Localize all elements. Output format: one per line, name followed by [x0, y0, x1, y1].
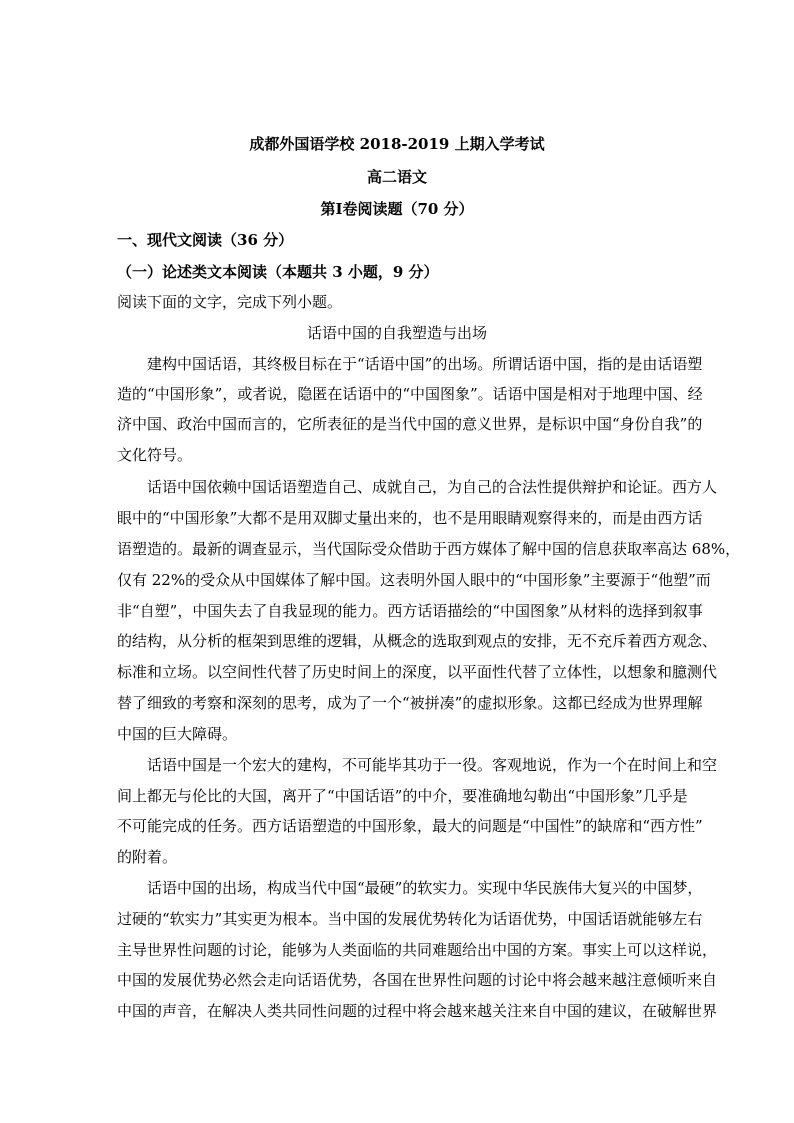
article-line: 语塑造的。最新的调查显示，当代国际受众借助于西方媒体了解中国的信息获取率高达 68%， [117, 540, 741, 558]
article-line: 话语中国依赖中国话语塑造自己、成就自己，为自己的合法性提供辩护和论证。西方人 [147, 478, 718, 496]
article-line: 话语中国是一个宏大的建构，不可能毕其功于一役。客观地说，作为一个在时间上和空 [147, 756, 718, 774]
article-line: 标准和立场。以空间性代替了历史时间上的深度，以平面性代替了立体性，以想象和臆测代 [117, 663, 718, 681]
subject-title: 高二语文 [366, 168, 427, 186]
article-line: 主导世界性问题的讨论，能够为人类面临的共同难题给出中国的方案。事实上可以这样说， [117, 941, 718, 959]
article-line: 的附着。 [117, 848, 178, 866]
article-line: 中国的发展优势必然会走向话语优势，各国在世界性问题的讨论中将会越来越注意倾听来自 [117, 971, 718, 989]
article-line: 眼中的“中国形象”大都不是用双脚丈量出来的，也不是用眼睛观察得来的，而是由西方话 [117, 509, 703, 527]
section-heading: 一、现代文阅读（36 分） [117, 231, 294, 249]
article-line: 中国的声音，在解决人类共同性问题的过程中将会越来越关注来自中国的建议，在破解世界 [117, 1002, 718, 1020]
volume-title: 第Ⅰ卷阅读题（70 分） [320, 200, 474, 218]
article-line: 文化符号。 [117, 446, 193, 464]
article-line: 非“自塑”，中国失去了自我显现的能力。西方话语描绘的“中国图象”从材料的选择到叙事 [117, 602, 703, 620]
sub-section-heading: （一）论述类文本阅读（本题共 3 小题，9 分） [117, 263, 439, 281]
article-line: 替了细致的考察和深刻的思考，成为了一个“被拼凑”的虚拟形象。这都已经成为世界理解 [117, 694, 703, 712]
article-line: 不可能完成的任务。西方话语塑造的中国形象，最大的问题是“中国性”的缺席和“西方性” [117, 817, 703, 835]
article-line: 过硬的“软实力”其实更为根本。当中国的发展优势转化为话语优势，中国话语就能够左右 [117, 910, 703, 928]
instruction-text: 阅读下面的文字，完成下列小题。 [117, 293, 343, 311]
article-title: 话语中国的自我塑造与出场 [306, 324, 487, 342]
article-line: 造的“中国形象”，或者说，隐匿在话语中的“中国图象”。话语中国是相对于地理中国、经 [117, 385, 703, 403]
article-line: 中国的巨大障碍。 [117, 725, 238, 743]
article-line: 济中国、政治中国而言的，它所表征的是当代中国的意义世界，是标识中国“身份自我”的 [117, 415, 703, 433]
article-line: 建构中国话语，其终极目标在于“话语中国”的出场。所谓话语中国，指的是由话语塑 [147, 355, 703, 373]
article-line: 仅有 22%的受众从中国媒体了解中国。这表明外国人眼中的“中国形象”主要源于“他塑”而 [117, 571, 711, 589]
article-line: 的结构，从分析的框架到思维的逻辑，从概念的选取到观点的安排，无不充斥着西方观念、 [117, 632, 718, 650]
article-line: 话语中国的出场，构成当代中国“最硬”的软实力。实现中华民族伟大复兴的中国梦， [147, 879, 703, 897]
exam-title: 成都外国语学校 2018-2019 上期入学考试 [249, 135, 545, 153]
article-line: 间上都无与伦比的大国，离开了“中国话语”的中介，要准确地勾勒出“中国形象”几乎是 [117, 787, 688, 805]
